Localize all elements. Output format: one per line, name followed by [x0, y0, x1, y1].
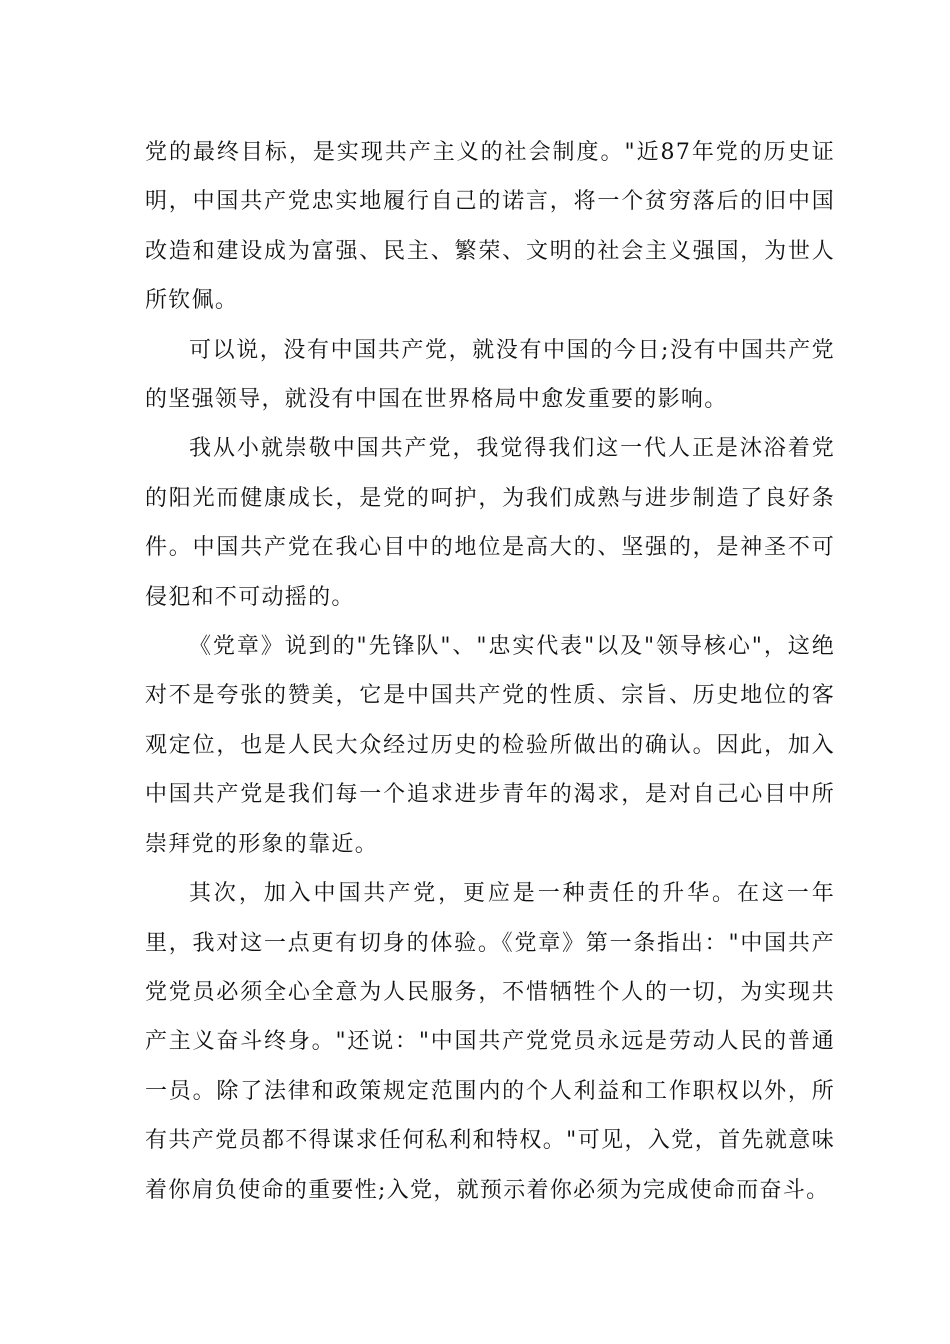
paragraph-3: 我从小就崇敬中国共产党，我觉得我们这一代人正是沐浴着党的阳光而健康成长，是党的呵护，为我们成熟与进步制造了良好条件。中国共产党在我心目中的地位是高大的、坚强的，是神圣不可侵犯和不可动摇的。	[145, 436, 835, 610]
paragraph-2: 可以说，没有中国共产党，就没有中国的今日;没有中国共产党的坚强领导，就没有中国在世界格局中愈发重要的影响。	[145, 337, 835, 413]
paragraph-5: 其次，加入中国共产党，更应是一种责任的升华。在这一年里，我对这一点更有切身的体验。《党章》第一条指出："中国共产党党员必须全心全意为人民服务，不惜牺牲个人的一切，为实现共产主义奋斗终身。"还说："中国共产党党员永远是劳动人民的普通一员。除了法律和政策规定范围内的个人利益和工作职权以外，所有共产党员都不得谋求任何私利和特权。"可见，入党，首先就意味着你肩负使命的重要性;入党，就预示着你必须为完成使命而奋斗。	[145, 881, 835, 1203]
paragraph-1: 党的最终目标，是实现共产主义的社会制度。"近87年党的历史证明，中国共产党忠实地履行自己的诺言，将一个贫穷落后的旧中国改造和建设成为富强、民主、繁荣、文明的社会主义强国，为世人所钦佩。	[145, 140, 835, 314]
paragraph-4: 《党章》说到的"先锋队"、"忠实代表"以及"领导核心"，这绝对不是夸张的赞美，它是中国共产党的性质、宗旨、历史地位的客观定位，也是人民大众经过历史的检验所做出的确认。因此，加入中国共产党是我们每一个追求进步青年的渴求，是对自己心目中所崇拜党的形象的靠近。	[145, 634, 835, 857]
document-body	[145, 128, 835, 1215]
